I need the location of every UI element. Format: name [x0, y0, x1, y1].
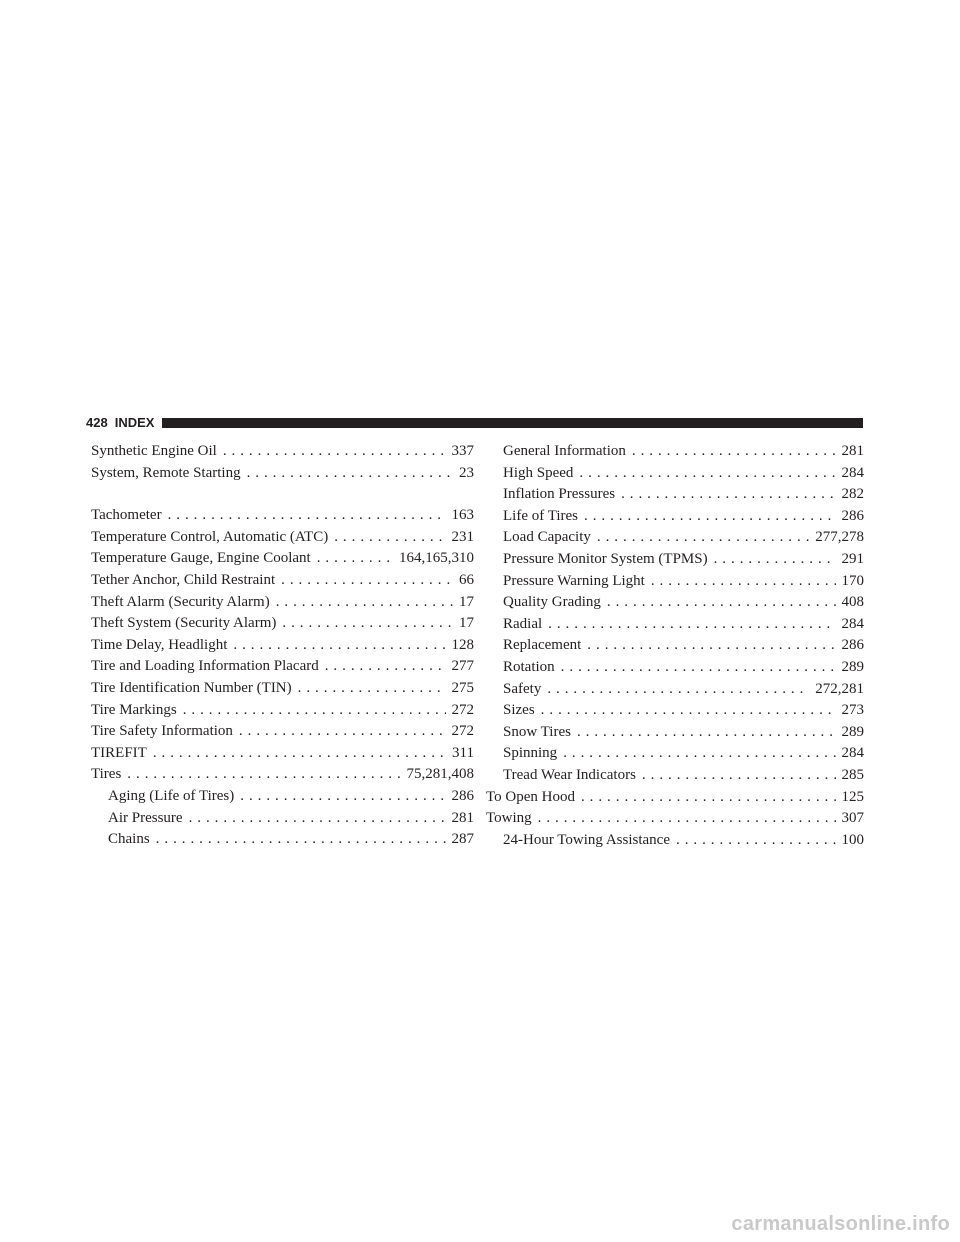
index-entry [91, 441, 474, 463]
dot-leader [233, 635, 445, 657]
dot-leader [563, 743, 835, 765]
entry-page-ref: 275 [451, 679, 474, 696]
dot-leader [587, 635, 835, 657]
dot-leader [240, 786, 445, 808]
entry-page-ref: 23 [459, 464, 474, 481]
index-subentry [486, 592, 864, 614]
index-entry [486, 808, 864, 830]
index-subentry [91, 786, 474, 808]
dot-leader [127, 764, 400, 786]
dot-leader [577, 722, 836, 744]
entry-label: Snow Tires [503, 723, 571, 740]
entry-label: Quality Grading [503, 594, 601, 611]
entry-page-ref: 337 [451, 443, 474, 459]
entry-label: Tether Anchor, Child Restraint [91, 571, 276, 588]
entry-page-ref: 125 [841, 788, 864, 805]
index-subentry [486, 527, 864, 549]
entry-label: Tire Safety Information [91, 723, 233, 740]
index-entry [91, 700, 474, 722]
index-column-right [486, 441, 864, 851]
entry-label: 24-Hour Towing Assistance [503, 831, 670, 848]
dot-leader [168, 505, 446, 527]
index-subentry [486, 484, 864, 506]
entry-page-ref: 170 [841, 572, 864, 589]
header-rule [162, 418, 863, 428]
entry-label: System, Remote Starting [91, 464, 241, 481]
entry-page-ref: 272 [451, 723, 474, 740]
index-subentry [91, 829, 474, 851]
entry-page-ref: 66 [459, 571, 474, 588]
entry-page-ref: 289 [841, 723, 864, 740]
entry-page-ref: 128 [451, 636, 474, 653]
index-entry [91, 678, 474, 700]
dot-leader [282, 613, 453, 635]
dot-leader [676, 830, 836, 852]
index-subentry [486, 743, 864, 765]
entry-label: To Open Hood [486, 788, 575, 805]
entry-page-ref: 289 [841, 658, 864, 675]
index-subentry [486, 463, 864, 485]
page-header [86, 416, 863, 430]
entry-page-ref: 231 [451, 528, 474, 545]
entry-page-ref: 291 [841, 550, 864, 567]
entry-label: Life of Tires [503, 507, 578, 524]
dot-leader [597, 527, 809, 549]
entry-page-ref: 287 [451, 831, 474, 848]
entry-label: Tires [91, 766, 122, 783]
index-entry [91, 764, 474, 786]
entry-page-ref: 273 [841, 702, 864, 719]
index-subentry [486, 700, 864, 722]
entry-page-ref: 75,281,408 [406, 766, 474, 783]
entry-label: Load Capacity [503, 529, 591, 546]
entry-label: Chains [108, 831, 150, 848]
index-subentry [486, 679, 864, 701]
entry-label: Pressure Monitor System (TPMS) [503, 550, 708, 567]
dot-leader [561, 657, 836, 679]
entry-page-ref: 17 [459, 615, 474, 632]
entry-label: General Information [503, 443, 626, 459]
entry-label: Tachometer [91, 507, 162, 524]
dot-leader [223, 441, 446, 463]
index-entry [91, 743, 474, 765]
entry-page-ref: 286 [841, 507, 864, 524]
index-subentry [486, 765, 864, 787]
index-entry [91, 635, 474, 657]
entry-label: Theft System (Security Alarm) [91, 615, 277, 632]
entry-label: Safety [503, 680, 542, 697]
entry-label: TIREFIT [91, 744, 147, 761]
entry-page-ref: 163 [451, 507, 474, 524]
entry-page-ref: 281 [451, 809, 474, 826]
index-entry [91, 613, 474, 635]
watermark: carmanualsonline.info [731, 1213, 950, 1235]
index-subentry [486, 571, 864, 593]
index-subentry [486, 830, 864, 852]
dot-leader [156, 829, 446, 851]
dot-leader [325, 656, 446, 678]
entry-page-ref: 164,165,310 [399, 550, 474, 567]
dot-leader [247, 463, 453, 485]
entry-label: Temperature Control, Automatic (ATC) [91, 528, 329, 545]
entry-label: Sizes [503, 702, 535, 719]
entry-label: Spinning [503, 745, 558, 762]
entry-label: Radial [503, 615, 543, 632]
letter-group-gap [91, 484, 474, 505]
entry-page-ref: 272,281 [815, 680, 864, 697]
index-subentry [486, 614, 864, 636]
index-subentry [486, 657, 864, 679]
entry-label: Towing [486, 810, 532, 827]
entry-page-ref: 286 [451, 787, 474, 804]
index-entry [91, 463, 474, 485]
entry-label: High Speed [503, 464, 574, 481]
entry-page-ref: 284 [841, 615, 864, 632]
entry-page-ref: 285 [841, 766, 864, 783]
dot-leader [579, 463, 835, 485]
entry-page-ref: 284 [841, 745, 864, 762]
index-subentry [486, 441, 864, 463]
index-entry [91, 592, 474, 614]
entry-page-ref: 277 [451, 658, 474, 675]
entry-label: Air Pressure [108, 809, 183, 826]
entry-page-ref: 100 [841, 831, 864, 848]
section-title: INDEX [114, 415, 155, 430]
index-subentry [91, 808, 474, 830]
dot-leader [651, 571, 836, 593]
index-entry [91, 721, 474, 743]
entry-label: Temperature Gauge, Engine Coolant [91, 550, 311, 567]
index-entry [91, 656, 474, 678]
dot-leader [298, 678, 446, 700]
dot-leader [334, 527, 445, 549]
dot-leader [584, 506, 836, 528]
dot-leader [632, 441, 836, 463]
dot-leader [642, 765, 836, 787]
index-entry [91, 548, 474, 570]
dot-leader [239, 721, 446, 743]
index-entry [486, 787, 864, 809]
entry-page-ref: 272 [451, 701, 474, 718]
dot-leader [607, 592, 836, 614]
dot-leader [547, 679, 809, 701]
entry-page-ref: 284 [841, 464, 864, 481]
index-subentry [486, 722, 864, 744]
entry-label: Tire and Loading Information Placard [91, 658, 319, 675]
entry-page-ref: 307 [841, 810, 864, 827]
entry-page-ref: 286 [841, 637, 864, 654]
entry-label: Theft Alarm (Security Alarm) [91, 593, 270, 610]
dot-leader [538, 808, 836, 830]
dot-leader [276, 592, 453, 614]
index-subentry [486, 506, 864, 528]
dot-leader [183, 700, 446, 722]
dot-leader [541, 700, 836, 722]
index-entry [91, 527, 474, 549]
dot-leader [317, 548, 393, 570]
index-entry [91, 570, 474, 592]
entry-label: Tire Identification Number (TIN) [91, 679, 292, 696]
entry-label: Tire Markings [91, 701, 177, 718]
index-subentry [486, 549, 864, 571]
dot-leader [281, 570, 453, 592]
page-number: 428 [86, 415, 108, 430]
index-column-left [91, 441, 474, 851]
entry-page-ref: 311 [452, 744, 474, 761]
dot-leader [548, 614, 835, 636]
entry-label: Time Delay, Headlight [91, 636, 228, 653]
entry-label: Replacement [503, 637, 582, 654]
entry-label: Synthetic Engine Oil [91, 443, 217, 459]
entry-label: Aging (Life of Tires) [108, 787, 235, 804]
entry-page-ref: 408 [841, 594, 864, 611]
entry-label: Inflation Pressures [503, 486, 616, 503]
dot-leader [714, 549, 836, 571]
index-entry [91, 505, 474, 527]
index-subentry [486, 635, 864, 657]
entry-page-ref: 17 [459, 593, 474, 610]
dot-leader [153, 743, 446, 765]
dot-leader [581, 787, 836, 809]
entry-page-ref: 281 [841, 443, 864, 459]
entry-label: Rotation [503, 658, 555, 675]
entry-label: Tread Wear Indicators [503, 766, 636, 783]
entry-page-ref: 282 [841, 486, 864, 503]
entry-label: Pressure Warning Light [503, 572, 645, 589]
dot-leader [621, 484, 835, 506]
entry-page-ref: 277,278 [815, 529, 864, 546]
dot-leader [189, 808, 446, 830]
